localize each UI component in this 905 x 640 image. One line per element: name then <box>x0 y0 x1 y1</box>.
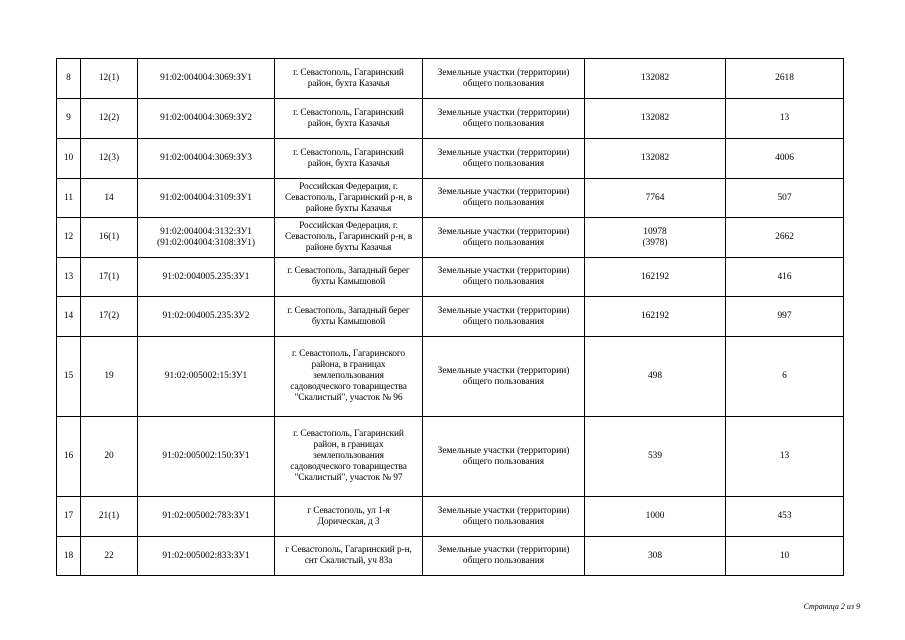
cell-area-total-text: 539 <box>647 451 663 461</box>
cell-area-total <box>585 59 726 99</box>
cell-reference-number-text: 14 <box>104 192 114 203</box>
cell-reference-number-text: 16(1) <box>98 232 120 242</box>
cell-row-number-text: 16 <box>63 451 74 461</box>
cell-area-part <box>726 179 844 218</box>
cell-row-number-text: 12 <box>63 232 74 242</box>
cell-area-part-text: 997 <box>777 311 792 321</box>
cell-cadastral-number-text: 91:02:004004:3132:ЗУ1 (91:02:004004:3108:ЗУ1) <box>156 226 256 248</box>
cell-land-category <box>423 59 585 99</box>
cell-row-number <box>57 297 81 337</box>
cell-reference-number-text: 19 <box>104 371 114 381</box>
cell-cadastral-number-text: 91:02:004004:3069:ЗУ3 <box>160 153 252 163</box>
cell-row-number <box>57 537 81 576</box>
cell-area-total <box>585 417 726 497</box>
cell-land-category <box>423 139 585 179</box>
cell-cadastral-number-text: 91:02:005002:15:ЗУ1 <box>164 371 248 381</box>
table-row <box>57 179 844 218</box>
cell-area-part <box>726 337 844 417</box>
cell-area-total-text: 132082 <box>640 73 670 83</box>
cell-land-category-text: Земельные участки (территории) общего пользования <box>437 545 570 566</box>
cell-address <box>275 179 423 218</box>
cell-area-total-text: 498 <box>647 371 663 381</box>
cell-land-category-text: Земельные участки (территории) общего пользования <box>437 107 570 129</box>
cell-area-part-text: 453 <box>777 511 792 521</box>
cell-address-text: г. Севастополь, Гагаринский район, бухта Казачья <box>293 107 404 129</box>
cell-address <box>275 417 423 497</box>
cell-area-total-text: 132082 <box>640 153 670 163</box>
cell-cadastral-number-text: 91:02:005002:150:ЗУ1 <box>162 451 250 461</box>
cell-address <box>275 139 423 179</box>
cell-row-number <box>57 337 81 417</box>
cell-reference-number <box>81 297 138 337</box>
cell-area-total <box>585 139 726 179</box>
cell-reference-number <box>81 139 138 179</box>
cell-land-category-text: Земельные участки (территории) общего пользования <box>437 226 570 248</box>
cell-area-part <box>726 218 844 258</box>
cell-land-category-text: Земельные участки (территории) общего пользования <box>437 445 570 467</box>
cell-cadastral-number <box>138 258 275 297</box>
cell-area-total <box>585 337 726 417</box>
cell-cadastral-number-text: 91:02:005002:783:ЗУ1 <box>162 511 250 521</box>
cell-land-category-text: Земельные участки (территории) общего пользования <box>437 147 570 169</box>
cell-area-total <box>585 497 726 537</box>
cell-land-category <box>423 537 585 576</box>
cell-address-text: г. Севастополь, Гагаринского района, в границах землепользования садоводческого товарищества "Скалистый", участок № 96 <box>290 349 407 403</box>
table-row <box>57 337 844 417</box>
cell-land-category <box>423 417 585 497</box>
cell-row-number-text: 11 <box>63 192 74 203</box>
cell-address <box>275 258 423 297</box>
cell-reference-number-text: 20 <box>104 451 114 461</box>
cell-area-total-text: 10978 (3978) <box>642 226 668 248</box>
cell-area-part <box>726 417 844 497</box>
cell-reference-number <box>81 337 138 417</box>
cell-address-text: Российская Федерация, г. Севастополь, Гагаринский р-н, в районе бухты Казачья <box>284 181 413 214</box>
cell-cadastral-number <box>138 179 275 218</box>
cell-row-number <box>57 218 81 258</box>
cell-land-category-text: Земельные участки (территории) общего пользования <box>437 266 570 287</box>
cell-area-part <box>726 99 844 139</box>
cell-reference-number-text: 22 <box>104 550 114 561</box>
cell-address-text: г. Севастополь, Западный берег бухты Камышовой <box>287 266 410 287</box>
cell-land-category-text: Земельные участки (территории) общего пользования <box>437 187 570 208</box>
cell-land-category-text: Земельные участки (территории) общего пользования <box>437 305 570 327</box>
cell-area-total-text: 132082 <box>640 113 670 123</box>
cell-reference-number <box>81 497 138 537</box>
cell-address <box>275 59 423 99</box>
cell-area-part <box>726 297 844 337</box>
cell-address-text: г. Севастополь, Западный берег бухты Камышовой <box>287 305 410 327</box>
page-number: Страница 2 из 9 <box>803 602 860 611</box>
cell-cadastral-number-text: 91:02:004004:3069:ЗУ2 <box>160 113 252 123</box>
cell-address <box>275 99 423 139</box>
cell-row-number-text: 15 <box>63 371 74 381</box>
land-plots-table <box>56 58 844 576</box>
cell-cadastral-number <box>138 337 275 417</box>
cell-reference-number-text: 12(2) <box>98 113 120 123</box>
cell-address <box>275 218 423 258</box>
table-row <box>57 417 844 497</box>
cell-address <box>275 537 423 576</box>
cell-reference-number <box>81 59 138 99</box>
cell-land-category-text: Земельные участки (территории) общего пользования <box>437 505 570 527</box>
cell-land-category-text: Земельные участки (территории) общего пользования <box>437 365 570 387</box>
cell-row-number <box>57 497 81 537</box>
cell-area-part-text: 416 <box>777 271 792 282</box>
cell-area-total <box>585 297 726 337</box>
cell-row-number <box>57 99 81 139</box>
cell-reference-number <box>81 258 138 297</box>
cell-area-part <box>726 59 844 99</box>
cell-area-part-text: 13 <box>779 451 790 461</box>
table-row <box>57 297 844 337</box>
cell-reference-number-text: 12(1) <box>98 73 120 83</box>
table-row <box>57 537 844 576</box>
cell-cadastral-number-text: 91:02:004005.235:ЗУ1 <box>162 271 250 282</box>
cell-area-total-text: 162192 <box>640 271 670 282</box>
cell-cadastral-number <box>138 139 275 179</box>
table-row <box>57 139 844 179</box>
cell-area-total-text: 162192 <box>640 311 670 321</box>
cell-area-total <box>585 179 726 218</box>
cell-land-category <box>423 99 585 139</box>
cell-area-total-text: 7764 <box>645 192 665 203</box>
cell-area-part-text: 10 <box>779 550 790 561</box>
cell-cadastral-number <box>138 99 275 139</box>
table-row <box>57 59 844 99</box>
cell-row-number-text: 9 <box>66 113 71 123</box>
cell-area-part-text: 2618 <box>775 73 794 83</box>
table-row <box>57 258 844 297</box>
cell-area-part-text: 507 <box>777 192 792 203</box>
cell-area-total-text: 1000 <box>645 511 665 521</box>
cell-area-total <box>585 537 726 576</box>
table-row <box>57 99 844 139</box>
cell-reference-number <box>81 218 138 258</box>
cell-address-text: г Севастополь, ул 1-я Дорическая, д 3 <box>307 505 390 527</box>
cell-row-number-text: 14 <box>63 311 74 321</box>
cell-land-category-text: Земельные участки (территории) общего пользования <box>437 67 570 89</box>
cell-cadastral-number <box>138 417 275 497</box>
cell-area-part-text: 2662 <box>775 232 794 242</box>
cell-cadastral-number <box>138 497 275 537</box>
cell-reference-number-text: 17(2) <box>98 311 120 321</box>
cell-row-number <box>57 139 81 179</box>
cell-row-number-text: 17 <box>63 511 74 521</box>
cell-cadastral-number <box>138 218 275 258</box>
cell-reference-number <box>81 537 138 576</box>
cell-area-part <box>726 139 844 179</box>
cell-row-number <box>57 417 81 497</box>
cell-land-category <box>423 497 585 537</box>
cell-row-number-text: 8 <box>66 73 71 83</box>
cell-row-number-text: 10 <box>63 153 74 163</box>
cell-land-category <box>423 179 585 218</box>
cell-area-part-text: 4006 <box>775 153 794 163</box>
cell-land-category <box>423 218 585 258</box>
cell-cadastral-number-text: 91:02:005002:833:ЗУ1 <box>162 550 250 561</box>
cell-address-text: г Севастополь, Гагаринский р-н, снт Скалистый, уч 83а <box>285 545 412 566</box>
cell-reference-number-text: 12(3) <box>98 153 120 163</box>
cell-cadastral-number <box>138 297 275 337</box>
cell-row-number-text: 18 <box>63 550 74 561</box>
cell-area-part <box>726 497 844 537</box>
cell-land-category <box>423 297 585 337</box>
cell-land-category <box>423 337 585 417</box>
cell-area-total <box>585 99 726 139</box>
cell-cadastral-number-text: 91:02:004005.235:ЗУ2 <box>162 311 250 321</box>
cell-area-total <box>585 258 726 297</box>
cell-reference-number <box>81 99 138 139</box>
cell-cadastral-number-text: 91:02:004004:3109:ЗУ1 <box>160 192 252 203</box>
cell-row-number <box>57 258 81 297</box>
cell-area-part-text: 6 <box>782 371 787 381</box>
cell-reference-number-text: 21(1) <box>98 511 120 521</box>
cell-cadastral-number <box>138 537 275 576</box>
cell-area-part <box>726 258 844 297</box>
cell-address <box>275 297 423 337</box>
cell-area-part-text: 13 <box>779 113 790 123</box>
cell-area-part <box>726 537 844 576</box>
cell-row-number <box>57 179 81 218</box>
cell-reference-number-text: 17(1) <box>98 271 120 282</box>
cell-reference-number <box>81 179 138 218</box>
cell-area-total <box>585 218 726 258</box>
cell-area-total-text: 308 <box>647 550 663 561</box>
table-row <box>57 497 844 537</box>
cell-address <box>275 497 423 537</box>
cell-address-text: г. Севастополь, Гагаринский район, бухта Казачья <box>293 147 404 169</box>
cell-row-number <box>57 59 81 99</box>
cell-land-category <box>423 258 585 297</box>
cell-cadastral-number-text: 91:02:004004:3069:ЗУ1 <box>160 73 252 83</box>
cell-reference-number <box>81 417 138 497</box>
cell-address-text: Российская Федерация, г. Севастополь, Гагаринский р-н, в районе бухты Казачья <box>284 221 413 253</box>
cell-address-text: г. Севастополь, Гагаринский район, в границах землепользования садоводческого товарищества "Скалистый", участок № 97 <box>290 429 407 483</box>
cell-cadastral-number <box>138 59 275 99</box>
cell-address <box>275 337 423 417</box>
table-row <box>57 218 844 258</box>
cell-address-text: г. Севастополь, Гагаринский район, бухта Казачья <box>293 67 404 89</box>
cell-row-number-text: 13 <box>63 271 74 282</box>
